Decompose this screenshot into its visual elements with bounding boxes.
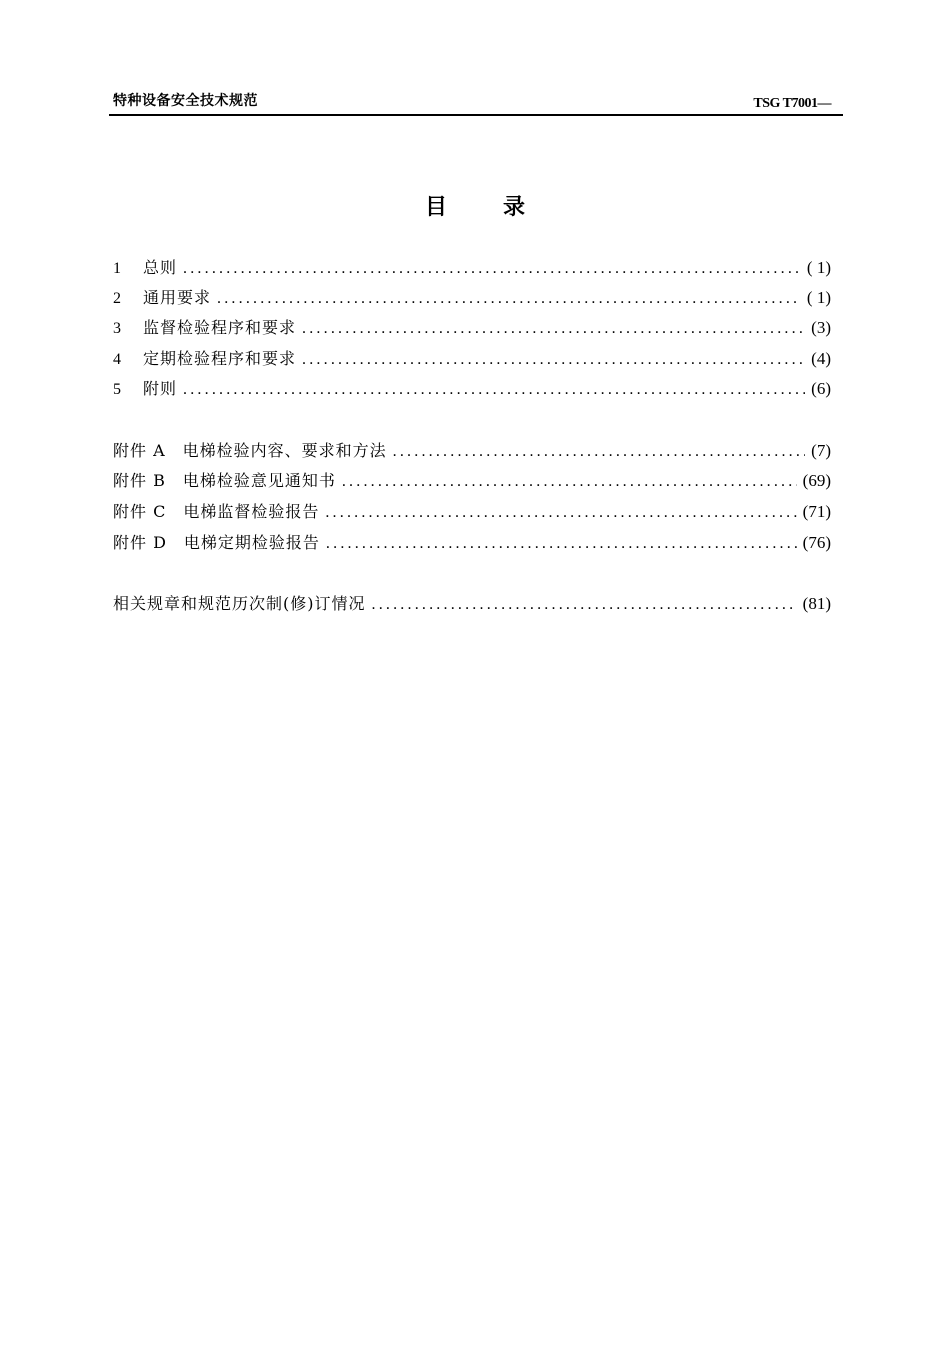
toc-entry-label: 通用要求 [143, 288, 212, 307]
toc-entry-chapter-5[interactable] [113, 377, 831, 401]
toc-entry-label: 附件 B 电梯检验意见通知书 [113, 471, 336, 490]
toc-entry-label: 附件 C 电梯监督检验报告 [113, 502, 320, 521]
toc-leader-dots [217, 287, 801, 311]
toc-entry-number: 1 [113, 260, 121, 277]
toc-leader-dots [302, 317, 805, 341]
toc-entry-chapter-3[interactable] [113, 316, 831, 340]
toc-entry-number: 4 [113, 351, 121, 368]
toc-entry-page: (7) [811, 441, 831, 460]
toc-leader-dots [302, 348, 805, 372]
toc-entry-chapter-4[interactable] [113, 347, 831, 371]
toc-leader-dots [393, 440, 806, 464]
toc-entry-chapter-2[interactable] [113, 286, 831, 310]
toc-entry-appendix-b[interactable] [113, 469, 831, 493]
toc-entry-page: (76) [802, 533, 831, 552]
toc-entry-label: 监督检验程序和要求 [143, 318, 297, 337]
page-header [109, 86, 843, 116]
toc-entry-label: 定期检验程序和要求 [143, 349, 297, 368]
toc-entry-page: (71) [802, 502, 831, 521]
toc-entry-number: 5 [113, 381, 121, 398]
toc-leader-dots [325, 501, 796, 525]
toc-entry-appendix-d[interactable] [113, 531, 831, 555]
toc-entry-number: 2 [113, 290, 121, 307]
toc-entry-label: 附件 D 电梯定期检验报告 [113, 533, 320, 552]
toc-leader-dots [183, 378, 805, 402]
toc-entry-appendix-c[interactable] [113, 500, 831, 524]
toc-entry-appendix-a[interactable] [113, 439, 831, 463]
toc-entry-page: ( 1) [806, 258, 831, 277]
toc-entry-label: 总则 [143, 258, 178, 277]
toc-title: 目录 [424, 195, 581, 220]
toc-entry-page: (4) [811, 349, 831, 368]
toc-entry-page: (81) [802, 594, 831, 613]
header-spec-category: 特种设备安全技术规范 [113, 93, 258, 109]
toc-entry-page: (6) [811, 379, 831, 398]
toc-entry-page: ( 1) [806, 288, 831, 307]
toc-entry-label: 附件 A 电梯检验内容、要求和方法 [113, 441, 387, 460]
toc-leader-dots [183, 257, 801, 281]
toc-entry-label: 附则 [143, 379, 178, 398]
toc-leader-dots [326, 532, 797, 556]
toc-leader-dots [372, 593, 797, 617]
toc-entry-chapter-1[interactable] [113, 256, 831, 280]
toc-entry-revision-history[interactable] [113, 592, 831, 616]
toc-entry-label: 相关规章和规范历次制(修)订情况 [113, 594, 366, 613]
header-spec-code: TSG T7001— [753, 96, 831, 111]
toc-leader-dots [342, 470, 797, 494]
toc-entry-page: (3) [811, 318, 831, 337]
toc-entry-page: (69) [802, 471, 831, 490]
toc-entry-number: 3 [113, 320, 121, 337]
